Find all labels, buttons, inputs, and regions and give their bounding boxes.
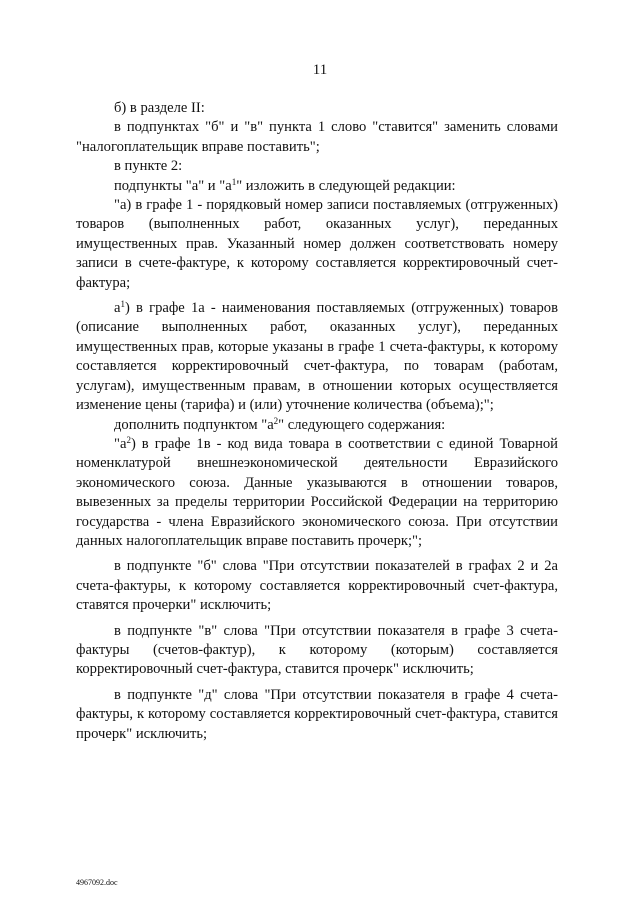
text-run: ) в графе 1в - код вида товара в соответствии с единой Товарной номенклатурой внешнеэкономической деятельности Евразийского экономического союза. Данные указываются в отношении товаров, вывезенных за пределы территории Российской Федерации на территорию государства - члена Евразийского экономического союза. При отсутствии данных налогоплательщик вправе поставить прочерк;";	[76, 435, 558, 549]
text-run: " следующего содержания:	[278, 416, 446, 433]
text-run: дополнить подпунктом "а	[114, 416, 274, 433]
paragraph-subitem-d: в подпункте "д" слова "При отсутствии показателя в графе 4 счета-фактуры, к которому составляется корректировочный счет-фактура, ставится прочерк" исключить;	[76, 686, 558, 742]
superscript: 2	[273, 415, 279, 426]
paragraph-item-2: в пункте 2:	[114, 158, 183, 175]
paragraph-subitem-b: в подпункте "б" слова "При отсутствии показателей в графах 2 и 2а счета-фактуры, к которому составляется корректировочный счет-фактура, ставятся прочерки" исключить;	[76, 558, 558, 614]
paragraph-subitem-a1	[76, 299, 558, 415]
paragraph-add-a2	[76, 416, 558, 435]
text-run: ) в графе 1а - наименования поставляемых (отгруженных) товаров (описание выполненных работ, оказанных услуг), переданных имущественных прав, которые указаны в графе 1 счета-фактуры, к которому составляется корректировочный счет-фактура, по товарам (работам, услугам), имущественным правам, в отношении которых осуществляется изменение цены (тарифа) и (или) уточнение количества (объема);";	[76, 300, 558, 414]
paragraph-subitems-a-a1	[76, 177, 558, 196]
text-run: "а	[114, 435, 127, 452]
text-run: а	[114, 300, 121, 317]
superscript: 1	[120, 299, 125, 310]
text-run: подпункты "а" и "а	[114, 177, 232, 194]
page-number: 11	[312, 62, 328, 78]
superscript: 1	[231, 176, 237, 187]
paragraph-subitem-v: в подпункте "в" слова "При отсутствии показателя в графе 3 счета-фактуры (счетов-фактур), к которому (которым) составляется корректировочный счет-фактура, ставится прочерк" исключить;	[76, 622, 558, 678]
text-run: " изложить в следующей редакции:	[236, 177, 456, 194]
document-filename: 4967092.doc	[76, 878, 118, 887]
paragraph-subitem-a: "а) в графе 1 - порядковый номер записи поставляемых (отгруженных) товаров (выполненных работ, оказанных услуг), переданных имущественных прав. Указанный номер должен соответствовать номеру записи в счете-фактуре, к которому составляется корректировочный счет-фактура;	[76, 197, 558, 291]
paragraph-section-ii: б) в разделе II:	[114, 100, 205, 116]
document-body	[76, 99, 558, 744]
paragraph-subitem-a2	[76, 435, 558, 551]
superscript: 2	[126, 434, 131, 445]
paragraph-item-1: в подпунктах "б" и "в" пункта 1 слово "ставится" заменить словами "налогоплательщик вправе поставить";	[76, 119, 558, 155]
